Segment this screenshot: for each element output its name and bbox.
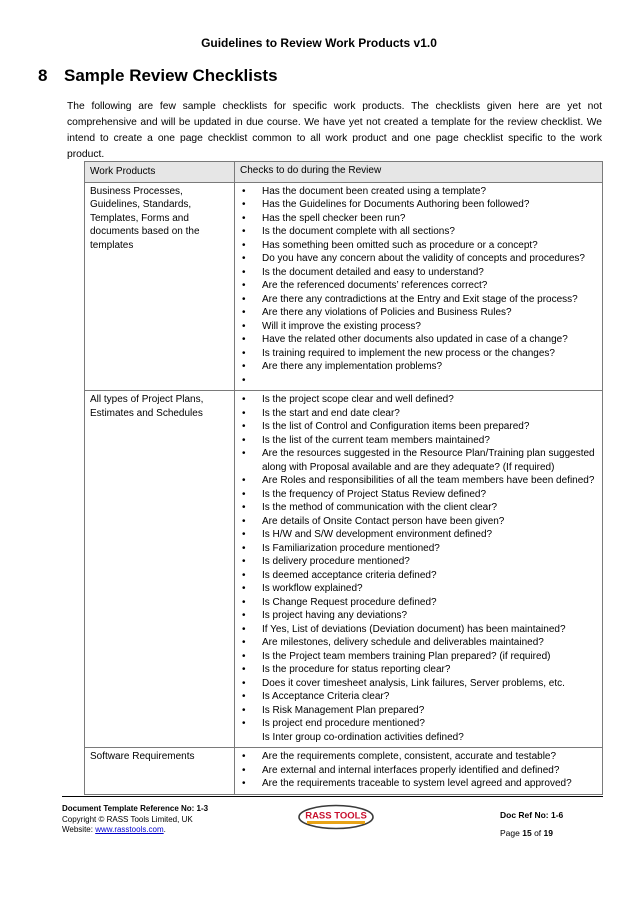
checklist-item-text: Is the method of communication with the client clear?	[262, 502, 498, 513]
bullet-icon: •	[242, 583, 246, 594]
website-suffix: .	[163, 825, 166, 834]
section-heading	[38, 66, 278, 86]
checklist-item	[240, 374, 598, 388]
page-total: 19	[543, 828, 554, 838]
checklist-item	[240, 650, 598, 664]
bullet-icon: •	[242, 239, 246, 251]
section-title: Sample Review Checklists	[64, 66, 278, 85]
bullet-icon: •	[242, 610, 246, 621]
bullet-icon: •	[242, 542, 246, 554]
page-of: of	[534, 828, 542, 838]
bullet-icon: •	[242, 394, 246, 405]
checklist-item-text: Is workflow explained?	[262, 583, 363, 594]
bullet-icon: •	[242, 637, 246, 648]
bullet-icon: •	[242, 448, 246, 459]
checklist-item-text: Is the Project team members training Plan prepared? (if required)	[262, 650, 551, 662]
checklist-item	[240, 474, 598, 488]
checklist-item	[240, 239, 598, 253]
bullet-icon: •	[242, 529, 246, 540]
bullet-icon: •	[242, 307, 246, 318]
checklist-item-continuation	[240, 731, 598, 745]
checklist-item-text: Is the project scope clear and well defined?	[262, 394, 454, 405]
website-label: Website:	[62, 825, 96, 834]
checklist-item	[240, 306, 598, 320]
footer-right-block	[500, 806, 563, 842]
checklist-item-text: Is project end procedure mentioned?	[262, 718, 425, 729]
checklist-item-text: If Yes, List of deviations (Deviation document) has been maintained?	[262, 623, 566, 635]
checklist-item	[240, 750, 598, 764]
checklist-item-text: Is Inter group co-ordination activities defined?	[262, 731, 464, 743]
checklist-item	[240, 420, 598, 434]
checklist-item	[240, 185, 598, 199]
checklist-item	[240, 198, 598, 212]
bullet-icon: •	[242, 569, 246, 581]
checklist-item-text: Is H/W and S/W development environment defined?	[262, 529, 493, 540]
copyright-text: Copyright © RASS Tools Limited, UK	[62, 814, 193, 824]
table-row	[85, 182, 603, 391]
checklist-table	[84, 161, 603, 795]
work-product-cell: Business Processes, Guidelines, Standards, Templates, Forms and documents based on the templates	[85, 182, 235, 391]
logo-text: RASS TOOLS	[305, 810, 367, 822]
bullet-icon: •	[242, 691, 246, 702]
checklist-item-text: Is the list of Control and Configuration items been prepared?	[262, 421, 530, 432]
checklist-item	[240, 279, 598, 293]
checklist-item	[240, 623, 598, 637]
running-header-title: Guidelines to Review Work Products v1.0	[201, 36, 437, 50]
checklist-item-text: Is the start and end date clear?	[262, 407, 400, 419]
checklist-item	[240, 434, 598, 448]
checklist-item	[240, 360, 598, 374]
table-header-row	[85, 162, 603, 183]
checklist-item	[240, 764, 598, 778]
page-label: Page	[500, 828, 520, 838]
bullet-icon: •	[242, 556, 246, 567]
bullet-icon: •	[242, 212, 246, 224]
bullet-icon: •	[242, 293, 246, 305]
checklist-item	[240, 293, 598, 307]
table-row	[85, 748, 603, 795]
checklist-item	[240, 542, 598, 556]
checklist-item-text: Does it cover timesheet analysis, Link failures, Server problems, etc.	[262, 677, 565, 689]
checklist-item	[240, 528, 598, 542]
checklist-item	[240, 488, 598, 502]
bullet-icon: •	[242, 320, 246, 332]
checklist-item	[240, 704, 598, 718]
checklist-item-text: Are there any implementation problems?	[262, 361, 443, 372]
checks-list	[240, 185, 598, 388]
checklist-item	[240, 212, 598, 226]
doc-ref-number: Doc Ref No: 1-6	[500, 810, 564, 820]
bullet-icon: •	[242, 502, 246, 513]
checklist-item-text: Are the requirements traceable to system level agreed and approved?	[262, 778, 572, 789]
intro-paragraph: The following are few sample checklists for specific work products. The checklists given here are yet not comprehensive and will be updated in due course. We have yet not created a template for the review checklist. We intend to create a one page checklist common to all work product and one page checklist specific to the work product.	[67, 101, 602, 160]
checklist-item-text: Has the document been created using a template?	[262, 185, 487, 197]
checklist-item-text: Will it improve the existing process?	[262, 320, 421, 332]
checklist-item-text: Is Familiarization procedure mentioned?	[262, 542, 440, 554]
checklist-item-text: Is the document detailed and easy to understand?	[262, 266, 484, 278]
checklist-item-text: Is delivery procedure mentioned?	[262, 556, 410, 567]
checks-cell	[235, 391, 603, 748]
checklist-item-text: Are there any contradictions at the Entry and Exit stage of the process?	[262, 293, 578, 305]
checks-list	[240, 750, 598, 791]
work-product-cell: All types of Project Plans, Estimates and Schedules	[85, 391, 235, 748]
checklist-item-text: Is Risk Management Plan prepared?	[262, 704, 425, 716]
website-link[interactable]: www.rasstools.com	[95, 825, 164, 834]
column-header-checks: Checks to do during the Review	[235, 162, 603, 183]
checklist-item	[240, 582, 598, 596]
checklist-item-text: Is the procedure for status reporting clear?	[262, 664, 451, 675]
checklist-item	[240, 596, 598, 610]
section-number: 8	[38, 66, 48, 85]
bullet-icon: •	[242, 623, 246, 635]
checklist-item-text: Has the Guidelines for Documents Authoring been followed?	[262, 199, 530, 210]
checklist-item-text: Is training required to implement the new process or the changes?	[262, 347, 555, 359]
checklist-item-text: Is the frequency of Project Status Review defined?	[262, 488, 487, 500]
bullet-icon: •	[242, 253, 246, 264]
work-product-cell: Software Requirements	[85, 748, 235, 795]
bullet-icon: •	[242, 664, 246, 675]
checklist-item-text: Is Acceptance Criteria clear?	[262, 691, 390, 702]
checklist-item	[240, 717, 598, 731]
bullet-icon: •	[242, 280, 246, 291]
checklist-item-text: Is the list of the current team members maintained?	[262, 434, 490, 446]
checklist-item-text: Has something been omitted such as procedure or a concept?	[262, 239, 538, 251]
checklist-item	[240, 677, 598, 691]
footer-divider	[62, 796, 603, 797]
bullet-icon: •	[242, 185, 246, 197]
checklist-item-text: Are milestones, delivery schedule and deliverables maintained?	[262, 637, 544, 648]
template-reference: Document Template Reference No: 1-3	[62, 804, 209, 813]
bullet-icon: •	[242, 421, 246, 432]
bullet-icon: •	[242, 334, 246, 345]
checklist-item	[240, 609, 598, 623]
checklist-item	[240, 555, 598, 569]
checklist-item-text: Is Change Request procedure defined?	[262, 596, 437, 608]
checklist-item-text: Is the document complete with all sections?	[262, 226, 455, 237]
checklist-item-text: Are external and internal interfaces properly identified and defined?	[262, 764, 560, 776]
checklist-item-text: Do you have any concern about the validity of concepts and procedures?	[262, 253, 585, 264]
checklist-item-text: Is project having any deviations?	[262, 610, 408, 621]
checklist-item-text: Are Roles and responsibilities of all the team members have been defined?	[262, 475, 595, 486]
checklist-item	[240, 569, 598, 583]
bullet-icon: •	[242, 650, 246, 662]
column-header-work-products: Work Products	[85, 162, 235, 183]
bullet-icon: •	[242, 347, 246, 359]
checklist-item	[240, 407, 598, 421]
bullet-icon: •	[242, 751, 246, 762]
bullet-icon: •	[242, 266, 246, 278]
checklist-item	[240, 333, 598, 347]
checklist-item	[240, 320, 598, 334]
checklist-item-text: Are there any violations of Policies and Business Rules?	[262, 307, 512, 318]
checklist-item	[240, 447, 598, 474]
checklist-item-text: Has the spell checker been run?	[262, 212, 406, 224]
page-current: 15	[522, 828, 532, 838]
bullet-icon: •	[242, 718, 246, 729]
checks-cell	[235, 182, 603, 391]
bullet-icon: •	[242, 488, 246, 500]
checklist-item	[240, 347, 598, 361]
checklist-item	[240, 252, 598, 266]
checklist-item	[240, 393, 598, 407]
bullet-icon: •	[242, 407, 246, 419]
checklist-item-text: Have the related other documents also updated in case of a change?	[262, 334, 568, 345]
rass-tools-logo	[297, 804, 375, 830]
bullet-icon: •	[242, 677, 246, 689]
bullet-icon: •	[242, 764, 246, 776]
checklist-item	[240, 636, 598, 650]
checklist-item	[240, 777, 598, 791]
bullet-icon: •	[242, 778, 246, 789]
bullet-icon: •	[242, 596, 246, 608]
checklist-item	[240, 266, 598, 280]
bullet-icon: •	[242, 434, 246, 446]
checklist-item	[240, 225, 598, 239]
bullet-icon: •	[242, 199, 246, 210]
checklist-item-text: Are the requirements complete, consistent, accurate and testable?	[262, 751, 557, 762]
bullet-icon: •	[242, 226, 246, 237]
checklist-item-text: Are details of Onsite Contact person have been given?	[262, 515, 505, 527]
bullet-icon: •	[242, 361, 246, 372]
bullet-icon: •	[242, 515, 246, 527]
checks-cell	[235, 748, 603, 795]
bullet-icon: •	[242, 475, 246, 486]
bullet-icon: •	[242, 374, 246, 386]
website-line	[62, 825, 208, 836]
footer-left-block	[62, 804, 208, 836]
checklist-item-text: Are the referenced documents’ references correct?	[262, 280, 488, 291]
checklist-item	[240, 501, 598, 515]
checklist-item-text: Are the resources suggested in the Resource Plan/Training plan suggested along with Proposal available and are they adequate? (If required)	[262, 448, 595, 473]
page-indicator	[500, 824, 563, 842]
checklist-item	[240, 690, 598, 704]
checklist-item	[240, 515, 598, 529]
checks-list	[240, 393, 598, 744]
checklist-item	[240, 663, 598, 677]
bullet-icon: •	[242, 704, 246, 716]
checklist-item-text: Is deemed acceptance criteria defined?	[262, 569, 437, 581]
table-row	[85, 391, 603, 748]
